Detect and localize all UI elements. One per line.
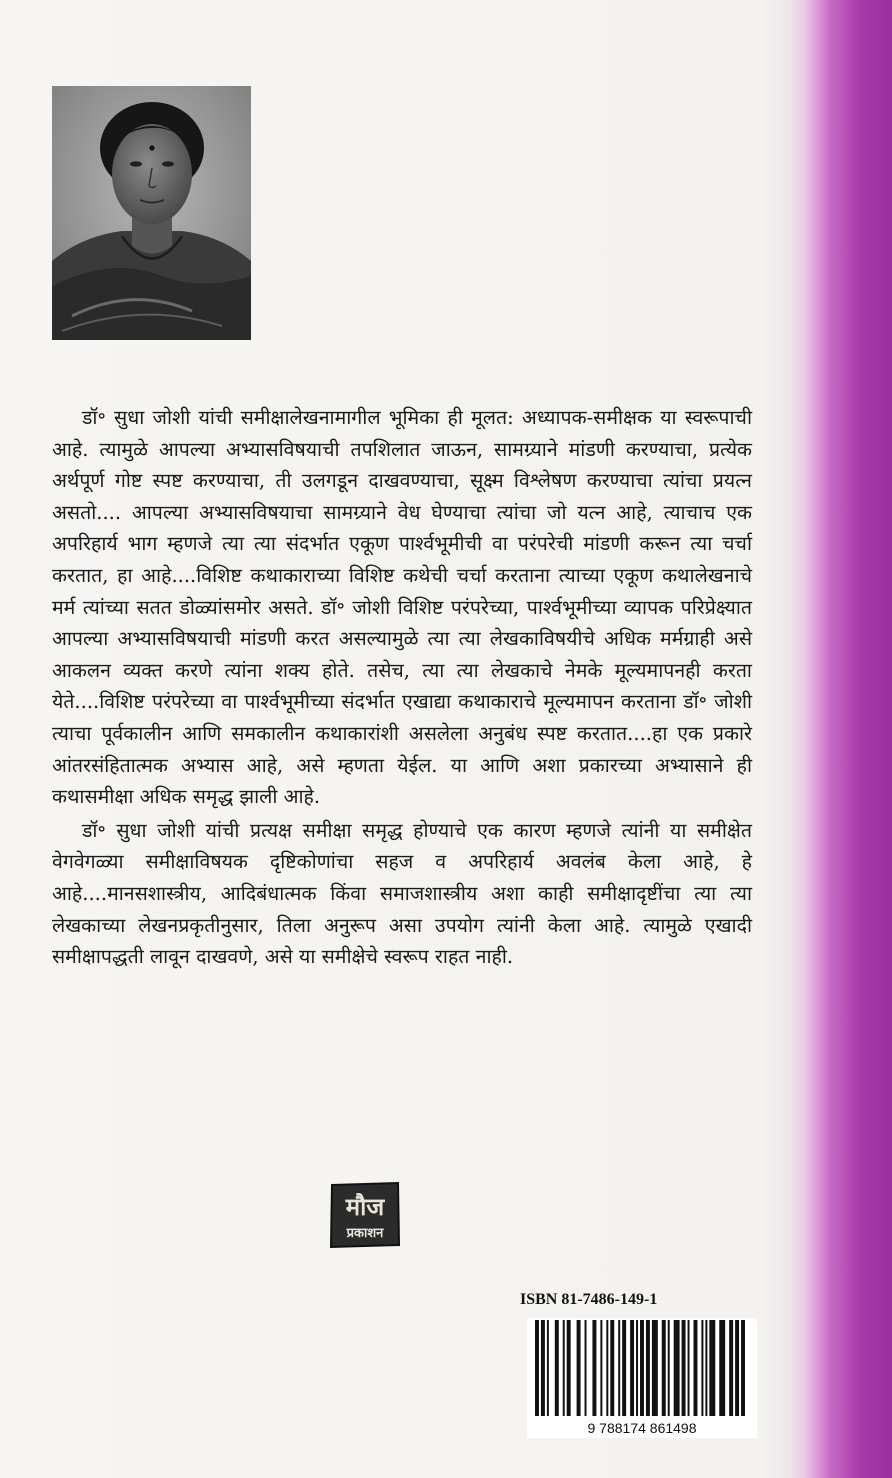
barcode-bar [682,1320,686,1416]
barcode-bar [618,1320,620,1416]
barcode-bar [688,1320,690,1416]
barcode-bar [630,1320,634,1416]
barcode-bar [555,1320,559,1416]
barcode-bar [585,1320,587,1416]
barcode-bar [577,1320,581,1416]
publisher-logo [329,1181,401,1249]
barcode-bar [668,1320,670,1416]
barcode-bar [709,1320,715,1416]
barcode-bar [701,1320,703,1416]
barcode-bar [535,1320,539,1416]
isbn-barcode [527,1318,757,1438]
isbn-label: ISBN 81-7486-149-1 [520,1291,658,1308]
barcode-bar [741,1320,745,1416]
barcode-bar [541,1320,545,1416]
author-portrait-image [52,86,251,340]
publisher-logo-line2: प्रकाशन [346,1226,384,1241]
barcode-bar [606,1320,608,1416]
publisher-logo-line1: मौज [345,1193,385,1221]
author-photo [52,86,251,340]
barcode-bar [610,1320,614,1416]
barcode-bar [729,1320,733,1416]
barcode-bar [719,1320,725,1416]
barcode-digits: 9 788174 861498 [587,1420,697,1436]
book-blurb [52,402,752,973]
barcode-bar [636,1320,638,1416]
barcode-bar [674,1320,680,1416]
barcode-bar [622,1320,626,1416]
barcode-bar [592,1320,596,1416]
blurb-paragraph-1: डॉ॰ सुधा जोशी यांची समीक्षालेखनामागील भूमिका ही मूलत: अध्यापक-समीक्षक या स्वरूपाची आहे. त्यामुळे आपल्या अभ्यासविषयाची तपशिलात जाऊन, सामग्र्याने मांडणी करण्याचा, प्रत्येक अर्थपूर्ण गोष्ट स्पष्ट करण्याचा, ती उलगडून दाखवण्याचा, सूक्ष्म विश्लेषण करण्याचा त्यांचा प्रयत्न असतो.... आपल्या अभ्यासविषयाचा सामग्र्याने वेध घेण्याचा त्यांचा जो यत्न आहे, त्याचाच एक अपरिहार्य भाग म्हणजे त्या त्या संदर्भात एकूण पार्श्वभूमीची वा परंपरेची मांडणी करून त्या चर्चा करतात, हा आहे....विशिष्ट कथाकाराच्या विशिष्ट कथेची चर्चा करताना त्याच्या एकूण कथालेखनाचे मर्म त्यांच्या सतत डोळ्यांसमोर असते. डॉ॰ जोशी विशिष्ट परंपरेच्या, पार्श्वभूमीच्या व्यापक परिप्रेक्ष्यात आपल्या अभ्यासविषयाची मांडणी करत असल्यामुळे त्या त्या लेखकाविषयीचे अधिक मर्मग्राही असे आकलन व्यक्त करणे त्यांना शक्य होते. तसेच, त्या त्या लेखकाचे नेमके मूल्यमापनही करता येते....विशिष्ट परंपरेच्या वा पार्श्वभूमीच्या संदर्भात एखाद्या कथाकाराचे मूल्यमापन करताना डॉ॰ जोशी त्याचा पूर्वकालीन आणि समकालीन कथाकारांशी असलेला अनुबंध स्पष्ट करतात....हा एक प्रकारे आंतरसंहितात्मक अभ्यास आहे, असे म्हणता येईल. या आणि अशा प्रकारच्या अभ्यासाने ही कथासमीक्षा अधिक समृद्ध झाली आहे. [52,406,752,809]
blurb-paragraph-2: डॉ॰ सुधा जोशी यांची प्रत्यक्ष समीक्षा समृद्ध होण्याचे एक कारण म्हणजे त्यांनी या समीक्षेत वेगवेगळ्या समीक्षाविषयक दृष्टिकोणांचा सहज व अपरिहार्य अवलंब केला आहे, हे आहे....मानसशास्त्रीय, आदिबंधात्मक किंवा समाजशास्त्रीय अशा काही समीक्षादृष्टींचा त्या त्या लेखकाच्या लेखनप्रकृतीनुसार, तिला अनुरूप असा उपयोग त्यांनी केला आहे. त्यामुळे एखादी समीक्षापद्धती लावून दाखवणे, असे या समीक्षेचे स्वरूप राहत नाही. [52,818,752,969]
barcode-bar [547,1320,549,1416]
barcode-bar [735,1320,739,1416]
barcode-bar [567,1320,571,1416]
barcode-bar [693,1320,697,1416]
barcode-bar [705,1320,707,1416]
barcode-bar [652,1320,658,1416]
barcode-bar [662,1320,666,1416]
barcode-bar [640,1320,644,1416]
barcode-bar [600,1320,602,1416]
barcode-bar [563,1320,565,1416]
barcode-bar [646,1320,650,1416]
